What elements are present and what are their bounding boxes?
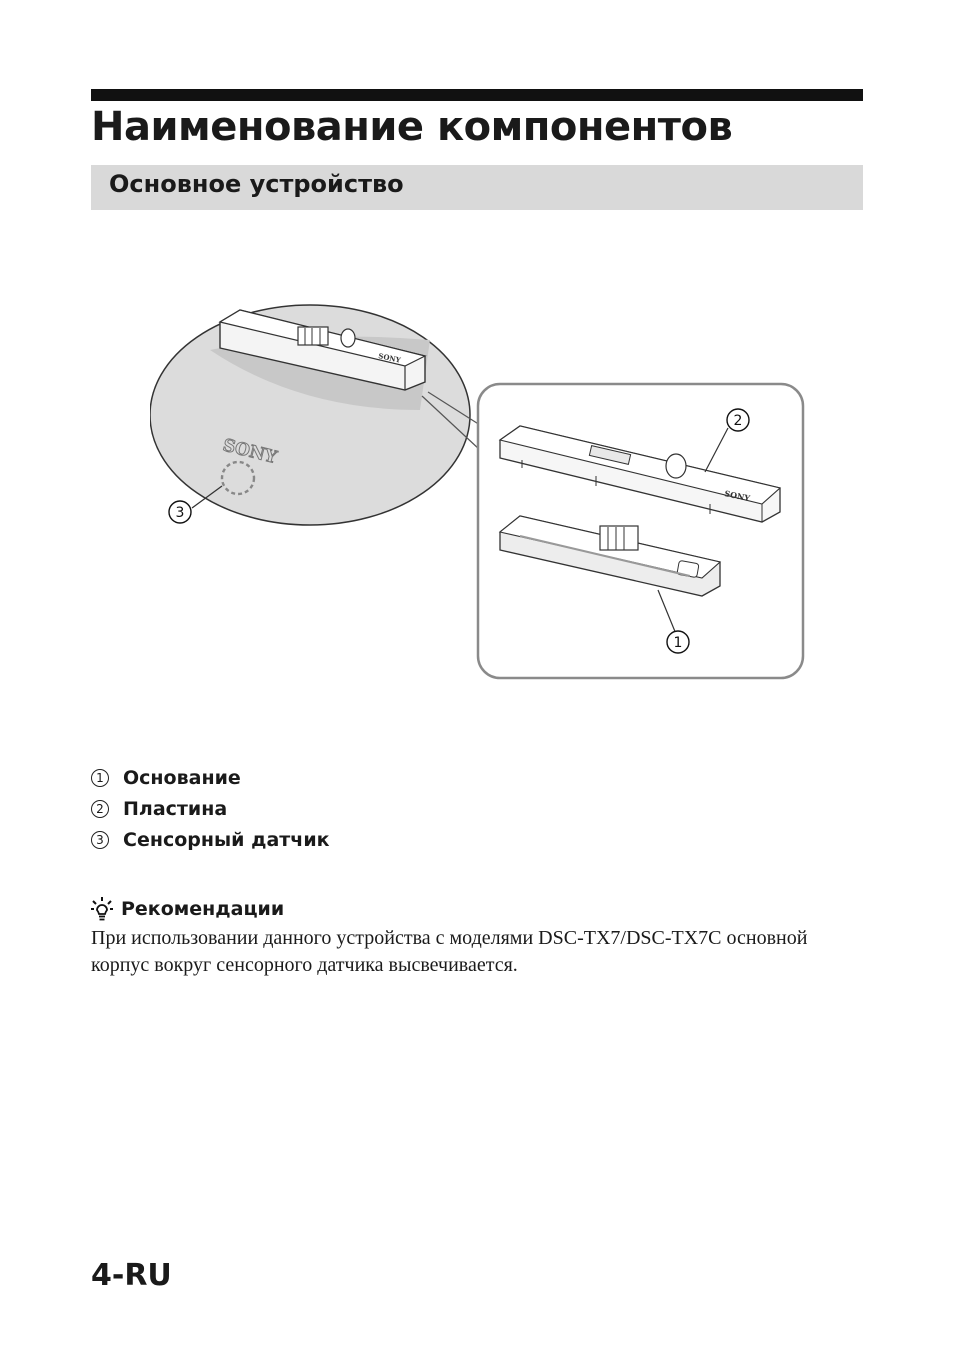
legend-label: Пластина (123, 797, 228, 820)
svg-text:3: 3 (175, 505, 185, 521)
legend-item (91, 793, 330, 824)
tips-section (91, 895, 863, 979)
lightbulb-icon (91, 897, 113, 921)
svg-text:2: 2 (733, 413, 743, 429)
legend-number: 3 (91, 831, 109, 849)
legend-label: Сенсорный датчик (123, 828, 330, 851)
tips-text: При использовании данного устройства с моделями DSC-TX7/DSC-TX7C основной корпус вокруг сенсорного датчика высвечивается. (91, 927, 808, 976)
callout-1 (667, 631, 689, 653)
base-logo: SONY (220, 435, 279, 469)
legend-number: 2 (91, 800, 109, 818)
svg-text:1: 1 (673, 635, 683, 651)
legend-item (91, 762, 330, 793)
svg-text:SONY: SONY (723, 488, 751, 504)
callout-3 (169, 501, 191, 523)
legend-label: Основание (123, 766, 241, 789)
tips-header (91, 895, 863, 923)
parts-legend (91, 762, 330, 855)
page-title: Наименование компонентов (91, 104, 733, 150)
legend-number: 1 (91, 769, 109, 787)
legend-item (91, 824, 330, 855)
section-header-bar (91, 165, 863, 210)
tips-title: Рекомендации (121, 898, 285, 920)
page-number: 4-RU (91, 1258, 172, 1293)
callout-2 (727, 409, 749, 431)
bar-logo: SONY (377, 351, 402, 365)
section-title: Основное устройство (109, 170, 404, 198)
device-illustration (150, 300, 820, 690)
top-rule (91, 89, 863, 101)
